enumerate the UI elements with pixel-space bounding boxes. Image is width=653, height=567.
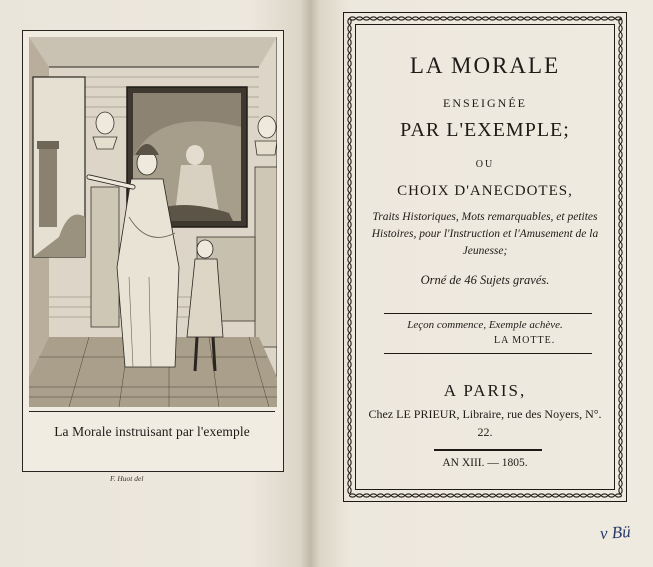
title-line-choix: CHOIX D'ANECDOTES,	[397, 183, 573, 199]
title-page-frame	[343, 12, 627, 502]
handwritten-inscription: v Bü	[599, 521, 632, 544]
imprint-place: A PARIS,	[443, 381, 527, 400]
title-line-ou: OU	[475, 159, 495, 170]
imprint-date: AN XIII. — 1805.	[442, 457, 528, 469]
imprint-publisher: Chez LE PRIEUR, Libraire, rue des Noyers, N°. 22.	[368, 407, 602, 439]
frontispiece-caption: La Morale instruisant par l'exemple	[29, 411, 275, 452]
frontispiece-plate	[22, 30, 284, 472]
frontispiece-engraving	[29, 37, 277, 407]
title-line-par-l-exemple: PAR L'EXEMPLE;	[400, 119, 570, 141]
epigraph-bottom-rule	[384, 353, 592, 354]
imprint-rule	[434, 449, 542, 451]
title-line-enseignee: ENSEIGNÉE	[443, 96, 527, 110]
epigraph-author: LA MOTTE.	[494, 335, 556, 346]
epigraph-top-rule	[384, 313, 592, 314]
book-gutter	[300, 0, 320, 567]
book-title: LA MORALE	[409, 53, 561, 78]
book-subtitle: Traits Historiques, Mots remarquables, et petites Histoires, pour l'Instruction et l'Amusement de la Jeunesse;	[371, 211, 599, 257]
artist-credit: F. Huot del	[110, 474, 144, 483]
epigraph: Leçon commence, Exemple achève.	[407, 319, 563, 331]
illustrations-note: Orné de 46 Sujets gravés.	[420, 273, 550, 287]
